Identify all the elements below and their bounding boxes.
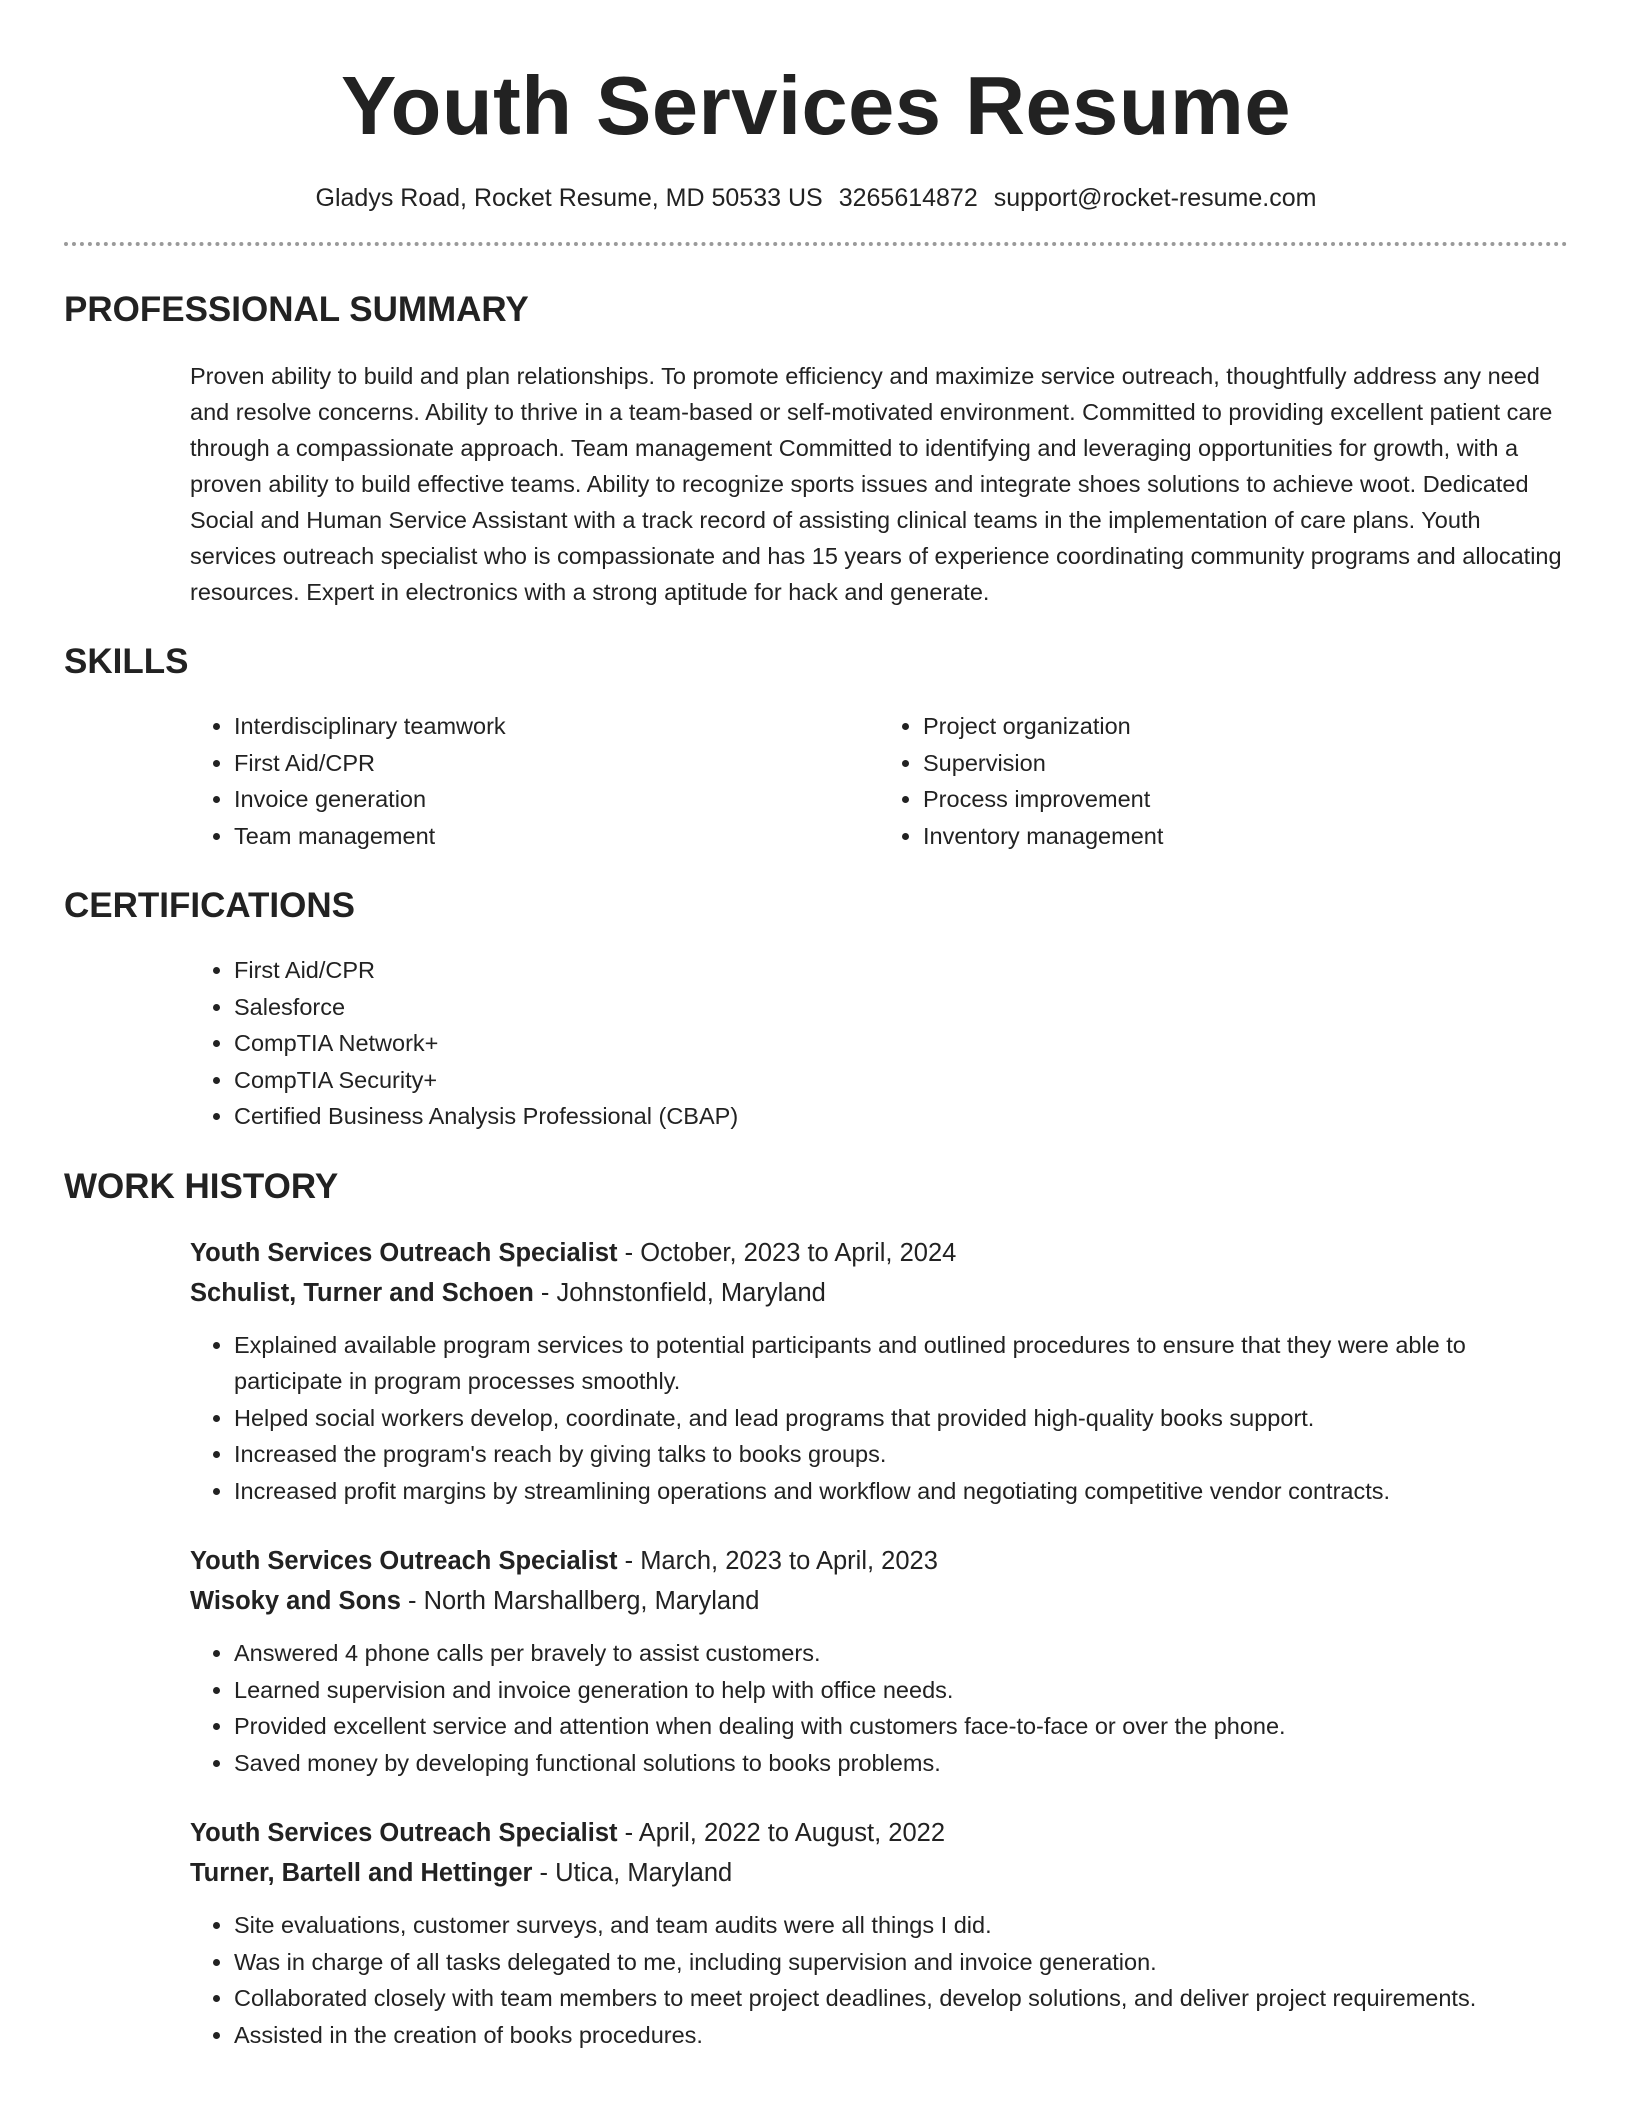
contact-email: support@rocket-resume.com: [993, 184, 1317, 212]
list-item: • CompTIA Network+: [234, 1025, 1568, 1062]
skills-columns: [190, 708, 1568, 854]
list-item: • Certified Business Analysis Professional (CBAP): [234, 1098, 1568, 1135]
list-item: • Salesforce: [234, 989, 1568, 1026]
list-item: • Process improvement: [923, 781, 1568, 818]
certifications-heading: CERTIFICATIONS: [64, 886, 356, 925]
list-item: • Increased the program's reach by giving talks to books groups.: [234, 1436, 1568, 1473]
list-item: • First Aid/CPR: [234, 745, 879, 782]
list-item: • Inventory management: [923, 818, 1568, 855]
job-company-line: [190, 1853, 1568, 1893]
job-dates: - March, 2023 to April, 2023: [617, 1547, 938, 1575]
list-item: • Interdisciplinary teamwork: [234, 708, 879, 745]
list-item: • Provided excellent service and attention when dealing with customers face-to-face or over the phone.: [234, 1708, 1568, 1745]
resume-title: Youth Services Resume: [340, 59, 1291, 152]
job-dates: - April, 2022 to August, 2022: [617, 1819, 946, 1847]
skills-list-left: [190, 708, 879, 854]
job-company: Turner, Bartell and Hettinger: [190, 1859, 533, 1887]
job-title-line: [190, 1541, 1568, 1581]
job-company: Schulist, Turner and Schoen: [190, 1278, 534, 1307]
list-item: • Explained available program services to potential participants and outlined procedures to ensure that they were able to participate in program processes smoothly.: [234, 1327, 1568, 1400]
job-location: - Johnstonfield, Maryland: [533, 1278, 826, 1307]
list-item: • Learned supervision and invoice generation to help with office needs.: [234, 1672, 1568, 1709]
list-item: • Site evaluations, customer surveys, and team audits were all things I did.: [234, 1907, 1568, 1944]
job-title-line: [190, 1233, 1568, 1273]
work-history-heading: WORK HISTORY: [64, 1166, 339, 1206]
list-item: • Answered 4 phone calls per bravely to assist customers.: [234, 1635, 1568, 1672]
skills-heading: SKILLS: [64, 642, 189, 681]
list-item: • Supervision: [923, 745, 1568, 782]
job-company: Wisoky and Sons: [190, 1587, 401, 1615]
list-item: • Assisted in the creation of books procedures.: [234, 2017, 1568, 2054]
header-divider: [64, 242, 1568, 246]
job-title: Youth Services Outreach Specialist: [190, 1819, 618, 1847]
job-entry: [190, 1541, 1568, 1781]
job-bullets: [190, 1635, 1568, 1781]
job-location: - Utica, Maryland: [532, 1859, 733, 1887]
list-item: • Invoice generation: [234, 781, 879, 818]
job-entry: [190, 1813, 1568, 2053]
list-item: • Was in charge of all tasks delegated to me, including supervision and invoice generation.: [234, 1944, 1568, 1981]
job-title: Youth Services Outreach Specialist: [190, 1238, 618, 1267]
list-item: • Project organization: [923, 708, 1568, 745]
job-dates: - October, 2023 to April, 2024: [617, 1238, 957, 1267]
certifications-block: [190, 952, 1568, 1135]
contact-phone: 3265614872: [838, 184, 978, 212]
list-item: • Increased profit margins by streamlining operations and workflow and negotiating competitive vendor contracts.: [234, 1473, 1568, 1510]
job-company-line: [190, 1581, 1568, 1621]
list-item: • Team management: [234, 818, 879, 855]
summary-heading: PROFESSIONAL SUMMARY: [64, 290, 529, 329]
contact-line: [64, 182, 1568, 214]
job-location: - North Marshallberg, Maryland: [400, 1587, 760, 1615]
certifications-list: [190, 952, 1568, 1135]
list-item: • Helped social workers develop, coordinate, and lead programs that provided high-quality books support.: [234, 1400, 1568, 1437]
list-item: • Collaborated closely with team members to meet project deadlines, develop solutions, and deliver project requirements.: [234, 1980, 1568, 2017]
job-bullets: [190, 1907, 1568, 2053]
list-item: • CompTIA Security+: [234, 1062, 1568, 1099]
list-item: • First Aid/CPR: [234, 952, 1568, 989]
contact-address: Gladys Road, Rocket Resume, MD 50533 US: [315, 184, 823, 212]
job-entry: [190, 1233, 1568, 1510]
job-bullets: [190, 1327, 1568, 1510]
skills-list-right: [879, 708, 1568, 854]
list-item: • Saved money by developing functional solutions to books problems.: [234, 1745, 1568, 1782]
job-company-line: [190, 1273, 1568, 1313]
job-title-line: [190, 1813, 1568, 1853]
summary-text: Proven ability to build and plan relationships. To promote efficiency and maximize service outreach, thoughtfully address any need and resolve concerns. Ability to thrive in a team-based or self-motivated environment. Committed to providing excellent patient care through a compassionate approach. Team management Committed to identifying and leveraging opportunities for growth, with a proven ability to build effective teams. Ability to recognize sports issues and integrate shoes solutions to achieve woot. Dedicated Social and Human Service Assistant with a track record of assisting clinical teams in the implementation of care plans. Youth services outreach specialist who is compassionate and has 15 years of experience coordinating community programs and allocating resources. Expert in electronics with a strong aptitude for hack and generate.: [190, 363, 1562, 605]
job-title: Youth Services Outreach Specialist: [190, 1547, 618, 1575]
